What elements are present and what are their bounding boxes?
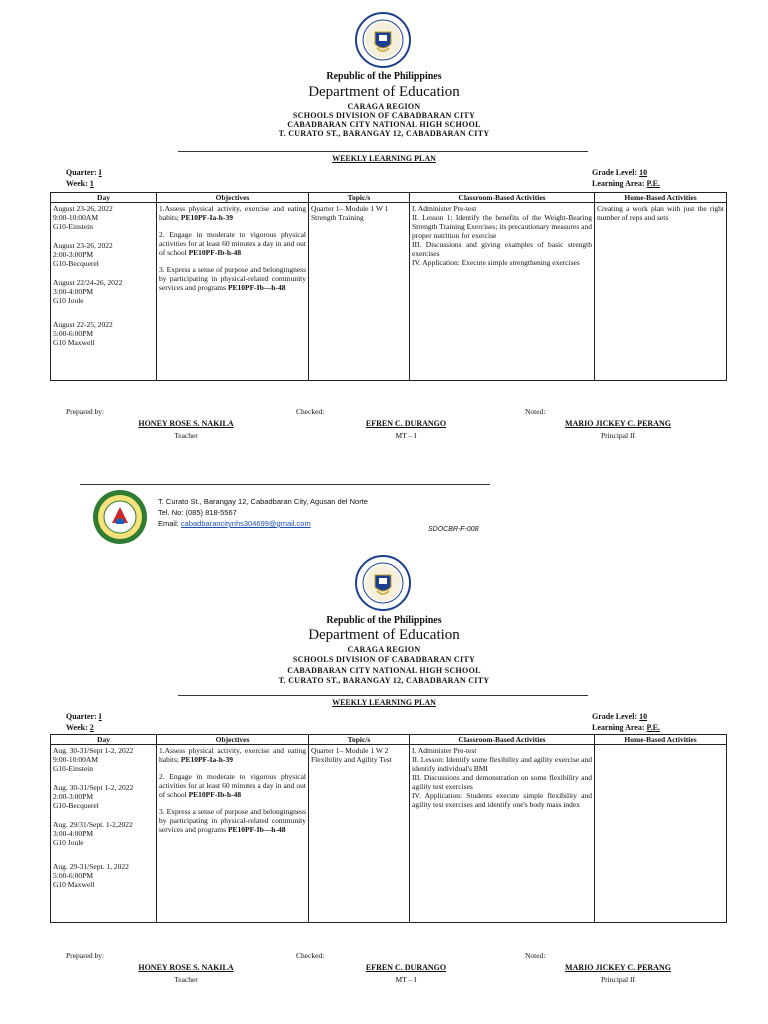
- activity-item: IV. Application: Execute simple strengthening exercises: [412, 258, 580, 267]
- schedule-item: Aug. 30-31/Sept 1-2, 2022 9:00-10:00AM G10-Einstein: [53, 746, 134, 773]
- noted-name: MARIO JICKEY C. PERANG: [565, 419, 671, 428]
- plan-table-week-2: [50, 734, 727, 923]
- home-activities-cell: Creating a work plan with just the right number of reps and sets: [595, 203, 727, 381]
- school-logo-icon: [92, 489, 148, 545]
- area-field: Learning Area: P.E.: [592, 723, 661, 732]
- deped-seal-icon: [355, 12, 411, 68]
- activity-item: III. Discussions and demonstration on some flexibility and agility test exercises: [412, 773, 592, 791]
- grade-field: Grade Level: 10: [592, 168, 648, 177]
- activity-item: II. Lesson 1: Identify the benefits of the Weight-Bearing Strength Training Exercises; its precautionary measures and proper nutrition for exercise: [412, 213, 592, 240]
- objective-item: 1.Assess physical activity, exercise and eating habits; PE10PF-Ia-h-39: [159, 746, 306, 764]
- department-title: Department of Education: [308, 84, 460, 100]
- school-label: CABADBARAN CITY NATIONAL HIGH SCHOOL: [287, 120, 481, 129]
- divider: [178, 151, 588, 152]
- objectives-cell: [157, 203, 309, 381]
- deped-seal-icon: [355, 555, 411, 611]
- checked-label: Checked:: [296, 407, 325, 416]
- objectives-cell: [157, 745, 309, 923]
- prepared-name: HONEY ROSE S. NAKILA: [138, 419, 234, 428]
- division-label: SCHOOLS DIVISION OF CABADBARAN CITY: [292, 111, 476, 120]
- divider: [178, 695, 588, 696]
- activities-cell: [410, 745, 595, 923]
- footer-tel: Tel. No: (085) 818-5567: [158, 508, 237, 517]
- topic-cell: Quarter 1– Module 1 W 1 Strength Training: [309, 203, 410, 381]
- grade-field: Grade Level: 10: [592, 712, 648, 721]
- region-label: CARAGA REGION: [347, 102, 421, 111]
- republic-label: Republic of the Philippines: [326, 71, 442, 82]
- division-label: SCHOOLS DIVISION OF CABADBARAN CITY: [292, 655, 476, 664]
- schedule-item: August 22/24-26, 2022 3:00-4:00PM G10 Joule: [53, 278, 123, 305]
- schedule-item: Aug. 29/31/Sept. 1-2,2022 3:00-4:00PM G10 Joule: [53, 820, 133, 847]
- col-header-topics: Topic/s: [309, 735, 410, 745]
- objective-item: 1.Assess physical activity, exercise and eating habits; PE10PF-Ia-h-39: [159, 204, 306, 222]
- plan-title: WEEKLY LEARNING PLAN: [332, 698, 436, 707]
- noted-label: Noted:: [525, 407, 546, 416]
- week-field: Week: 2: [66, 723, 94, 732]
- col-header-objectives: Objectives: [157, 193, 309, 203]
- footer-contact: [158, 496, 368, 529]
- form-code: SDOCBR-F-008: [428, 526, 479, 533]
- prepared-label: Prepared by:: [66, 951, 105, 960]
- col-header-classroom: Classroom-Based Activities: [410, 193, 595, 203]
- noted-label: Noted:: [525, 951, 546, 960]
- area-field: Learning Area: P.E.: [592, 179, 661, 188]
- prepared-role: Teacher: [174, 975, 198, 984]
- checked-name: EFREN C. DURANGO: [365, 419, 447, 428]
- school-label: CABADBARAN CITY NATIONAL HIGH SCHOOL: [287, 666, 481, 675]
- checked-role: MT – I: [395, 431, 417, 440]
- activity-item: I. Administer Pre-test: [412, 204, 477, 213]
- col-header-objectives: Objectives: [157, 735, 309, 745]
- schedule-item: August 23-26, 2022 9:00-10:00AM G10-Einstein: [53, 204, 113, 231]
- region-label: CARAGA REGION: [347, 645, 421, 654]
- plan-title: WEEKLY LEARNING PLAN: [332, 154, 436, 163]
- schedule-item: Aug. 30-31/Sept 1-2, 2022 2:00-3:00PM G10-Becquerel: [53, 783, 134, 810]
- activities-cell: [410, 203, 595, 381]
- plan-table-week-1: [50, 192, 727, 381]
- email-link[interactable]: cabadbarancitynhs304699@gmail.com: [180, 519, 311, 528]
- activity-item: IV. Application: Students execute simple flexibility and agility test exercises and identify one's body mass index: [412, 791, 592, 809]
- checked-label: Checked:: [296, 951, 325, 960]
- objective-item: 3. Express a sense of purpose and belongingness by participating in physical-related community services and programs PE10PF-Ib—h-48: [159, 807, 306, 834]
- quarter-field: Quarter: I: [66, 168, 102, 177]
- day-cell: [51, 203, 157, 381]
- checked-role: MT – I: [395, 975, 417, 984]
- week-field: Week: 1: [66, 179, 94, 188]
- activity-item: III. Discussions and giving examples of basic strength exercises: [412, 240, 592, 258]
- col-header-topics: Topic/s: [309, 193, 410, 203]
- objective-item: 2. Engage in moderate to vigorous physical activities for at least 60 minutes a day in and out of school PE10PF-Ib-h-48: [159, 772, 306, 799]
- col-header-home: Home-Based Activities: [595, 193, 727, 203]
- footer-email-line: Email: cabadbarancitynhs304699@gmail.com: [158, 519, 311, 528]
- col-header-home: Home-Based Activities: [595, 735, 727, 745]
- day-cell: [51, 745, 157, 923]
- topic-cell: Quarter 1– Module 1 W 2 Flexibility and Agility Test: [309, 745, 410, 923]
- prepared-label: Prepared by:: [66, 407, 105, 416]
- noted-role: Principal II: [601, 431, 635, 440]
- noted-role: Principal II: [601, 975, 635, 984]
- schedule-item: August 23-26, 2022 2:00-3:00PM G10-Becquerel: [53, 241, 113, 268]
- checked-name: EFREN C. DURANGO: [365, 963, 447, 972]
- activity-item: II. Lesson: Identify some flexibility and agility exercise and identify individual's BMI: [412, 755, 592, 773]
- footer-divider: [80, 484, 490, 485]
- republic-label: Republic of the Philippines: [326, 615, 442, 626]
- footer-address: T. Curato St., Barangay 12, Cabadbaran City, Agusan del Norte: [158, 497, 368, 506]
- home-activities-cell: [595, 745, 727, 923]
- schedule-item: August 22-25, 2022 5:00-6:00PM G10 Maxwell: [53, 320, 113, 347]
- col-header-day: Day: [51, 735, 157, 745]
- objective-item: 3. Express a sense of purpose and belongingness by participating in physical-related community services and programs PE10PF-Ib—h-48: [159, 265, 306, 292]
- activity-item: I. Administer Pre-test: [412, 746, 477, 755]
- col-header-classroom: Classroom-Based Activities: [410, 735, 595, 745]
- quarter-field: Quarter: I: [66, 712, 102, 721]
- department-title: Department of Education: [308, 627, 460, 643]
- schedule-item: Aug. 29-31/Sept. 1, 2022 5:00-6:00PM G10 Maxwell: [53, 862, 129, 889]
- col-header-day: Day: [51, 193, 157, 203]
- address-label: T. CURATO ST., BARANGAY 12, CABADBARAN CITY: [278, 129, 490, 138]
- address-label: T. CURATO ST., BARANGAY 12, CABADBARAN CITY: [278, 676, 490, 685]
- prepared-name: HONEY ROSE S. NAKILA: [138, 963, 234, 972]
- objective-item: 2. Engage in moderate to vigorous physical activities for at least 60 minutes a day in and out of school PE10PF-Ib-h-48: [159, 230, 306, 257]
- noted-name: MARIO JICKEY C. PERANG: [565, 963, 671, 972]
- prepared-role: Teacher: [174, 431, 198, 440]
